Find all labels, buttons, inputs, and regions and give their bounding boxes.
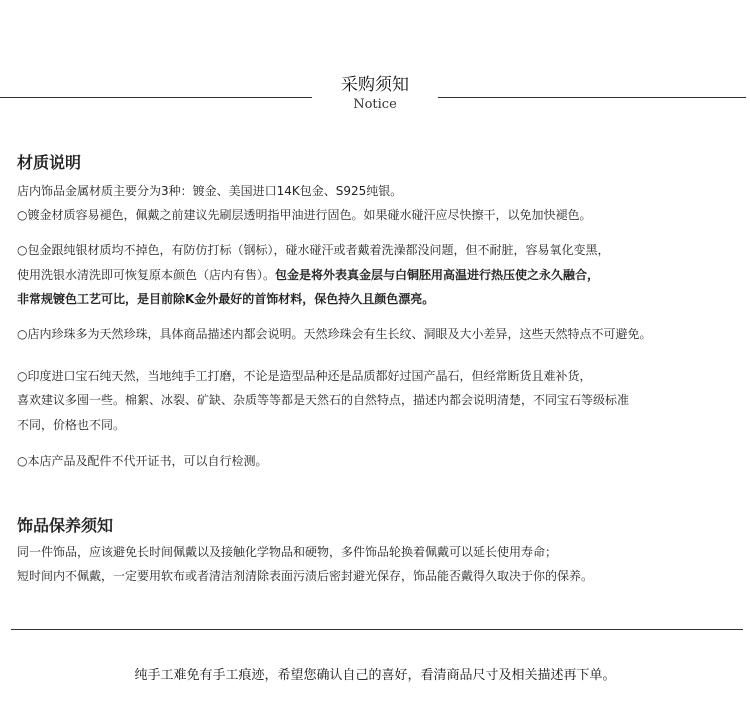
material-text: ○印度进口宝石纯天然，当地纯手工打磨，不论是造型品种还是品质都好过国产晶石，但经常断货且难补货， [17, 369, 592, 383]
material-text-bold: 包金是将外表真金层与白铜胚用高温进行热压使之永久融合， [275, 268, 600, 282]
material-text: ○店内珍珠多为天然珍珠，具体商品描述内都会说明。天然珍珠会有生长纹、洞眼及大小差异，这些天然特点不可避免。 [17, 327, 652, 341]
material-text: 喜欢建议多囤一些。棉絮、冰裂、矿缺、杂质等等都是天然石的自然特点，描述内都会说明清楚，不同宝石等级标准 [17, 393, 630, 407]
footer-note: 纯手工难免有手工痕迹，希望您确认自己的喜好，看清商品尺寸及相关描述再下单。 [134, 668, 616, 683]
material-text [17, 268, 599, 283]
material-heading: 材质说明 [17, 153, 82, 172]
material-text: ○包金跟纯银材质均不掉色，有防仿打标（钢标），碰水碰汗或者戴着洗澡都没问题，但不耐脏，容易氧化变黑， [17, 243, 610, 257]
page-title: 采购须知 [341, 75, 409, 95]
care-text: 短时间内不佩戴，一定要用软布或者清洁剂清除表面污渍后密封避光保存，饰品能否戴得久取决于你的保养。 [17, 569, 594, 583]
care-heading: 饰品保养须知 [17, 516, 114, 535]
material-text: ○本店产品及配件不代开证书，可以自行检测。 [17, 454, 268, 468]
care-text: 同一件饰品，应该避免长时间佩戴以及接触化学物品和硬物，多件饰品轮换着佩戴可以延长使用寿命； [17, 545, 558, 559]
material-text-bold: 非常规镀色工艺可比，是目前除K金外最好的首饰材料，保色持久且颜色漂亮。 [17, 292, 435, 306]
material-text: ○镀金材质容易褪色，佩戴之前建议先刷层透明指甲油进行固色。如果碰水碰汗应尽快擦干，以免加快褪色。 [17, 208, 592, 222]
page-subtitle: Notice [353, 97, 397, 112]
footer-divider [11, 629, 743, 630]
material-text: 店内饰品金属材质主要分为3种：镀金、美国进口14K包金、S925纯银。 [17, 184, 403, 198]
material-text: 不同，价格也不同。 [17, 418, 126, 432]
material-text-normal: 使用洗银水清洗即可恢复原本颜色（店内有售）。 [17, 268, 276, 282]
